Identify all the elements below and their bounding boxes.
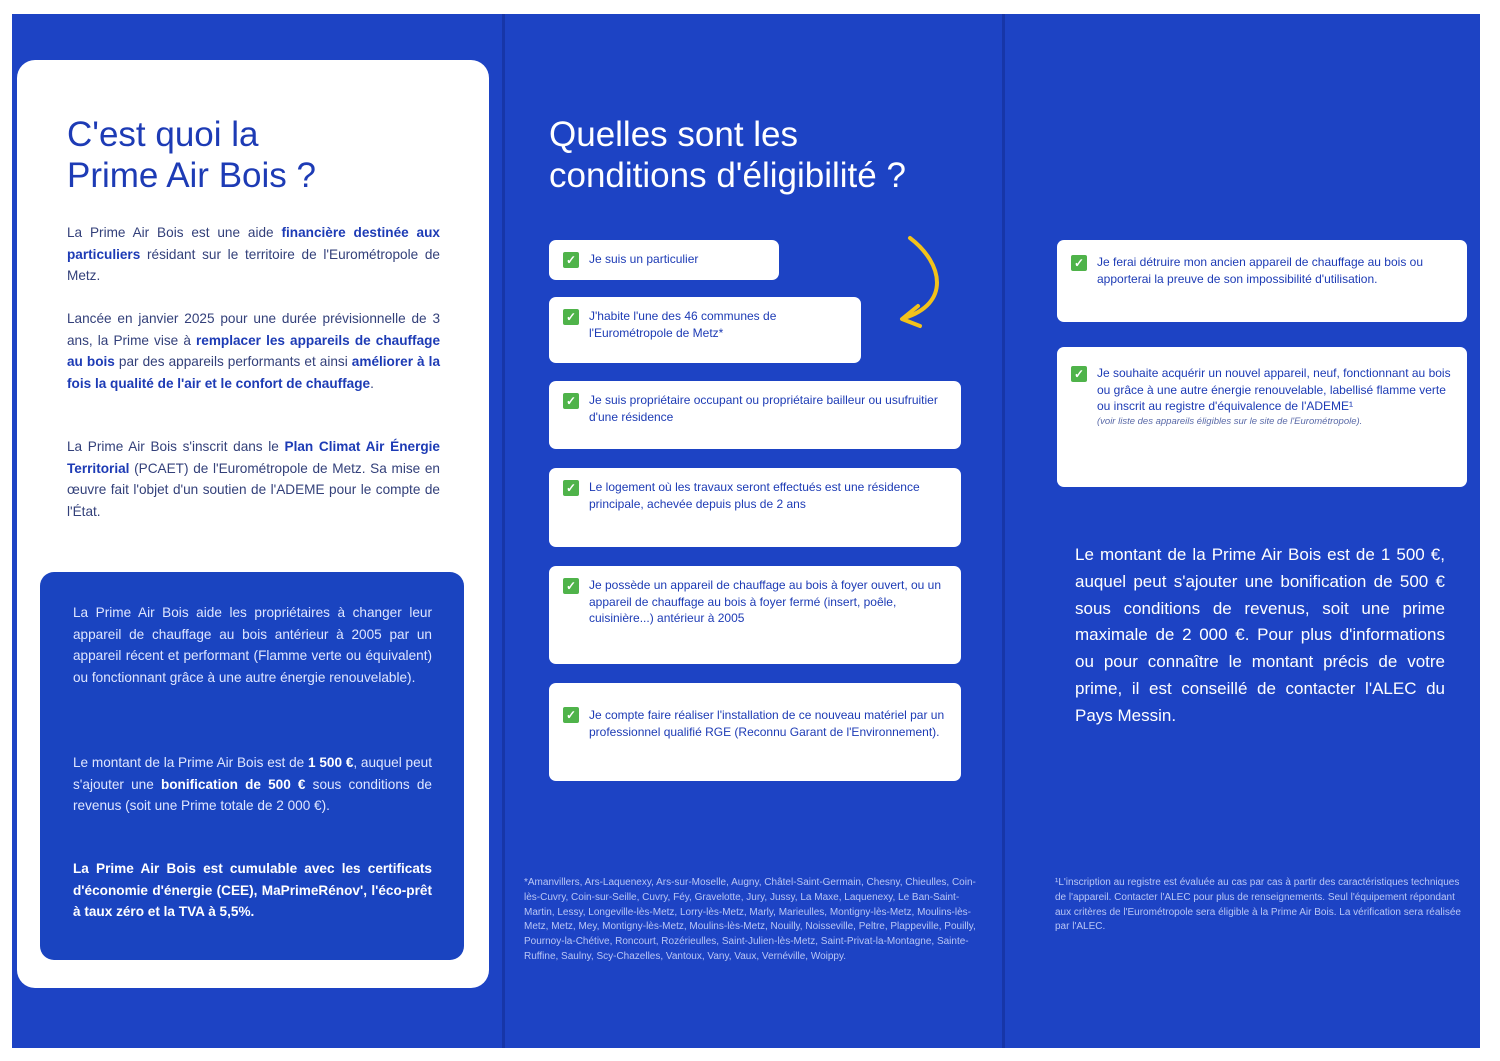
fold-line-right bbox=[1002, 14, 1005, 1048]
intro-paragraph: La Prime Air Bois est une aide financière destinée aux particuliers résidant sur le territoire de l'Eurométropole de Metz. bbox=[67, 225, 440, 283]
checkbox-check-icon: ✓ bbox=[1071, 255, 1087, 271]
communes-footnote: *Amanvillers, Ars-Laquenexy, Ars-sur-Moselle, Augny, Châtel-Saint-Germain, Chesny, Chieulles, Coin-lès-Cuvry, Coin-sur-Seille, Cuvry, Féy, Gravelotte, Jury, Jussy, La Maxe, Laquenexy, Le Ban-Saint-Martin, Lessy, Longeville-lès-Metz, Lorry-lès-Metz, Marly, Marieulles, Montigny-lès-Metz, Moulins-lès-Metz, Metz, Mey, Montigny-lès-Metz, Moulins-lès-Metz, Nouilly, Noisseville, Peltre, Plappeville, Pouilly, Pournoy-la-Chétive, Roncourt, Rozérieulles, Saint-Julien-lès-Metz, Saint-Privat-la-Montagne, Sainte-Ruffine, Saulny, Scy-Chazelles, Vantoux, Vany, Vaux, Vernéville, Woippy. bbox=[524, 877, 976, 962]
leaflet-sheet bbox=[12, 14, 1480, 1048]
middle-title: Quelles sont les conditions d'éligibilité ? bbox=[549, 115, 906, 195]
left-title: C'est quoi la Prime Air Bois ? bbox=[67, 115, 316, 195]
condition-card: ✓ Le logement où les travaux seront effectués est une résidence principale, achevée depuis plus de 2 ans bbox=[549, 468, 961, 547]
amount-paragraph: Le montant de la Prime Air Bois est de 1 500 €, auquel peut s'ajouter une bonification de 500 € sous conditions de revenus, soit une prime maximale de 2 000 €. Pour plus d'informations ou pour connaître le montant précis de votre prime, il est conseillé de contacter l'ALEC du Pays Messin. bbox=[1075, 545, 1445, 725]
condition-card: ✓ Je ferai détruire mon ancien appareil de chauffage au bois ou apporterai la preuve de son impossibilité d'utilisation. bbox=[1057, 240, 1467, 322]
condition-card: ✓ Je compte faire réaliser l'installation de ce nouveau matériel par un professionnel qualifié RGE (Reconnu Garant de l'Environnement). bbox=[549, 683, 961, 781]
summary-paragraph-2: Le montant de la Prime Air Bois est de 1 500 €, auquel peut s'ajouter une bonification de 500 € sous conditions de revenus (soit une Prime totale de 2 000 €). bbox=[73, 755, 432, 813]
pcaet-paragraph: La Prime Air Bois s'inscrit dans le Plan Climat Air Énergie Territorial (PCAET) de l'Eurométropole de Metz. Sa mise en œuvre fait l'objet d'un soutien de l'ADEME pour le compte de l'État. bbox=[67, 439, 440, 519]
checkbox-check-icon: ✓ bbox=[563, 578, 579, 594]
checkbox-check-icon: ✓ bbox=[563, 252, 579, 268]
checkbox-check-icon: ✓ bbox=[563, 480, 579, 496]
condition-card: ✓ Je possède un appareil de chauffage au bois à foyer ouvert, ou un appareil de chauffage au bois à foyer fermé (insert, poêle, cuisinière...) antérieur à 2005 bbox=[549, 566, 961, 664]
condition-card: ✓ Je suis un particulier bbox=[549, 240, 779, 280]
ademe-register-note: ¹L'inscription au registre est évaluée au cas par cas à partir des caractéristiques techniques de l'appareil. Contacter l'ALEC pour plus de renseignements. Seul l'équipement répondant aux critères de l'Eurométropole sera éligible à la Prime Air Bois. La vérification sera réalisée par l'ALEC. bbox=[1055, 877, 1461, 933]
checkbox-check-icon: ✓ bbox=[563, 393, 579, 409]
checkbox-check-icon: ✓ bbox=[563, 309, 579, 325]
summary-box bbox=[40, 572, 464, 960]
condition-card: ✓ J'habite l'une des 46 communes de l'Eurométropole de Metz* bbox=[549, 297, 861, 363]
condition-card: ✓ Je suis propriétaire occupant ou propriétaire bailleur ou usufruitier d'une résidence bbox=[549, 381, 961, 449]
checkbox-check-icon: ✓ bbox=[1071, 366, 1087, 382]
curved-arrow-icon bbox=[892, 234, 956, 330]
summary-paragraph-1: La Prime Air Bois aide les propriétaires à changer leur appareil de chauffage au bois antérieur à 2005 par un appareil récent et performant (Flamme verte ou équivalent) ou fonctionnant grâce à une autre énergie renouvelable). bbox=[73, 605, 432, 685]
summary-paragraph-3: La Prime Air Bois est cumulable avec les certificats d'économie d'énergie (CEE), MaPrimeRénov', l'éco-prêt à taux zéro et la TVA à 5,5%. bbox=[73, 861, 432, 919]
condition-card: ✓ Je souhaite acquérir un nouvel appareil, neuf, fonctionnant au bois ou grâce à une autre énergie renouvelable, labellisé flamme verte ou inscrit au registre d'équivalence de l'ADEME¹ (voir liste des appareils éligibles sur le site de l'Eurométropole). bbox=[1057, 347, 1467, 487]
fold-line-left bbox=[502, 14, 505, 1048]
checkbox-check-icon: ✓ bbox=[563, 707, 579, 723]
goal-paragraph: Lancée en janvier 2025 pour une durée prévisionnelle de 3 ans, la Prime vise à remplacer les appareils de chauffage au bois par des appareils performants et ainsi améliorer à la fois la qualité de l'air et le confort de chauffage. bbox=[67, 311, 441, 391]
